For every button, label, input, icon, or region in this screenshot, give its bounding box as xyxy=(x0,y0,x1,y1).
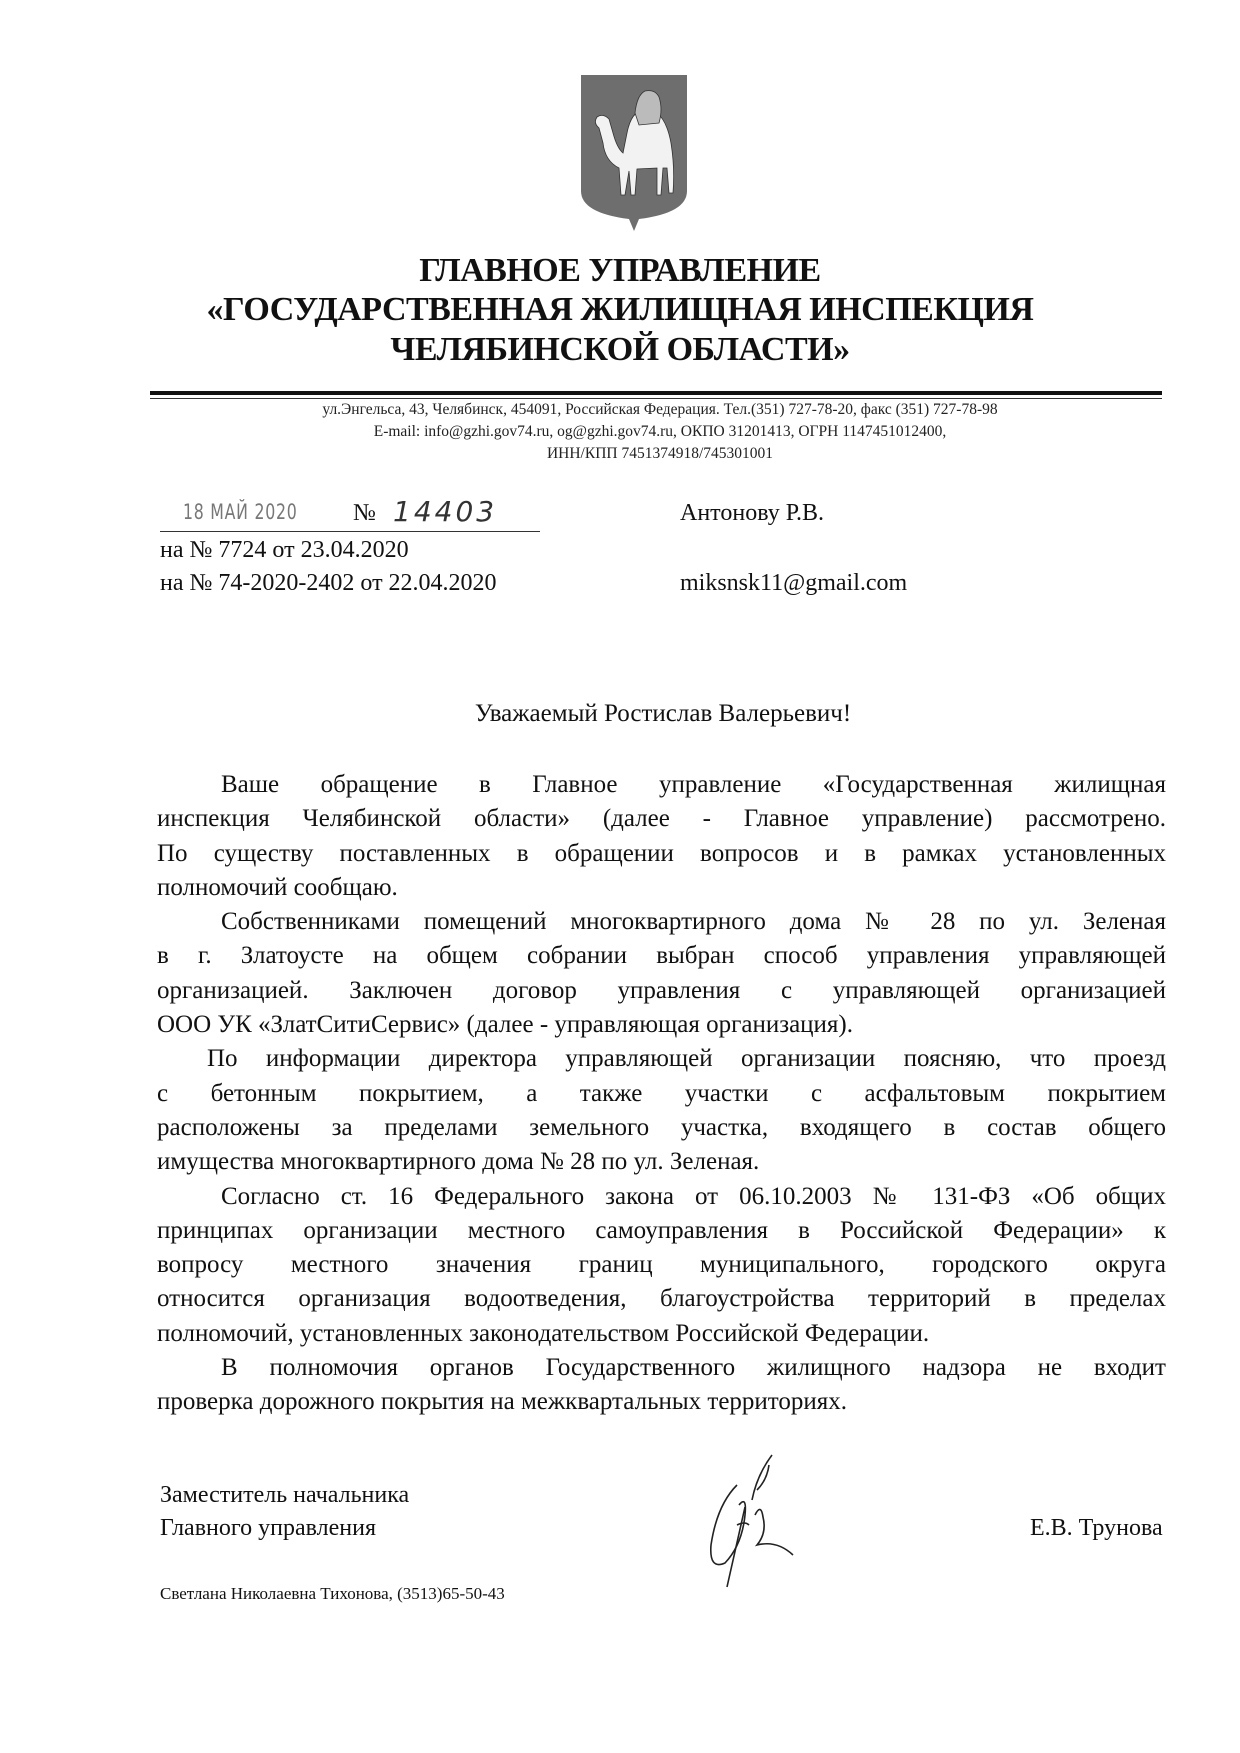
body-line: инспекция Челябинской области» (далее - Главное управление) рассмотрено. xyxy=(157,805,1166,833)
address-line-1: ул.Энгельса, 43, Челябинск, 454091, Российская Федерация. Тел.(351) 727-78-20, факс (351) 727-78-98 xyxy=(322,401,998,418)
body-line: имущества многоквартирного дома № 28 по ул. Зеленая. xyxy=(157,1148,760,1176)
body-line: вопросу местного значения границ муниципального, городского округа xyxy=(157,1251,1166,1279)
number-sign: № xyxy=(353,500,376,526)
executor-contact: Светлана Николаевна Тихонова, (3513)65-50-43 xyxy=(160,1584,505,1603)
org-title-line-2: «ГОСУДАРСТВЕННАЯ ЖИЛИЩНАЯ ИНСПЕКЦИЯ xyxy=(206,291,1034,328)
reference-1: на № 7724 от 23.04.2020 xyxy=(160,537,409,563)
body-line: с бетонным покрытием, а также участки с асфальтовым покрытием xyxy=(157,1079,1166,1107)
body-line: По информации директора управляющей организации поясняю, что проезд xyxy=(207,1045,1166,1073)
body-line: В полномочия органов Государственного жилищного надзора не входит xyxy=(221,1354,1166,1382)
body-line: полномочий, установленных законодательством Российской Федерации. xyxy=(157,1319,930,1347)
body-line: Согласно ст. 16 Федерального закона от 06.10.2003 № 131-ФЗ «Об общих xyxy=(221,1182,1166,1210)
body-line: Собственниками помещений многоквартирного дома № 28 по ул. Зеленая xyxy=(221,908,1166,936)
body-line: ООО УК «ЗлатСитиСервис» (далее - управляющая организация). xyxy=(157,1011,854,1039)
reference-2: на № 74-2020-2402 от 22.04.2020 xyxy=(160,570,497,596)
signer-position-line-1: Заместитель начальника xyxy=(160,1482,410,1508)
body-line: По существу поставленных в обращении вопросов и в рамках установленных xyxy=(157,839,1166,867)
header-rule-thick xyxy=(150,391,1162,395)
greeting: Уважаемый Ростислав Валерьевич! xyxy=(474,700,852,727)
body-line: в г. Златоусте на общем собрании выбран способ управления управляющей xyxy=(157,942,1166,970)
body-line: полномочий сообщаю. xyxy=(157,873,398,901)
address-line-2: E-mail: info@gzhi.gov74.ru, og@gzhi.gov74.ru, ОКПО 31201413, ОГРН 1147451012400, xyxy=(373,423,947,440)
org-title-line-3: ЧЕЛЯБИНСКОЙ ОБЛАСТИ» xyxy=(390,331,850,368)
paragraph-1 xyxy=(157,768,1166,905)
body-line: организацией. Заключен договор управления с управляющей организацией xyxy=(157,976,1166,1004)
recipient-name: Антонову Р.В. xyxy=(680,500,825,526)
paragraph-4 xyxy=(157,1180,1166,1351)
letter-body xyxy=(157,768,1166,1420)
registration-underline xyxy=(160,531,540,532)
body-line: Ваше обращение в Главное управление «Государственная жилищная xyxy=(221,771,1166,798)
recipient-email: miksnsk11@gmail.com xyxy=(680,570,908,596)
signer-position-line-2: Главного управления xyxy=(160,1515,376,1541)
body-line: принципах организации местного самоуправления в Российской Федерации» к xyxy=(157,1216,1166,1244)
org-title-line-1: ГЛАВНОЕ УПРАВЛЕНИЕ xyxy=(419,252,821,289)
body-line: относится организация водоотведения, благоустройства территорий в пределах xyxy=(157,1285,1166,1313)
outgoing-number: 14403 xyxy=(393,495,498,528)
coat-of-arms-emblem xyxy=(579,73,689,231)
paragraph-5 xyxy=(157,1351,1166,1420)
paragraph-3 xyxy=(157,1042,1166,1179)
body-line: проверка дорожного покрытия на межквартальных территориях. xyxy=(157,1388,848,1416)
handwritten-signature xyxy=(697,1445,837,1590)
paragraph-2 xyxy=(157,905,1166,1042)
signer-name: Е.В. Трунова xyxy=(1030,1515,1163,1541)
header-rule-thin xyxy=(150,398,1162,399)
body-line: расположены за пределами земельного участка, входящего в состав общего xyxy=(157,1113,1166,1141)
date-stamp: 18 МАЙ 2020 xyxy=(183,500,298,524)
address-line-3: ИНН/КПП 7451374918/745301001 xyxy=(546,445,774,462)
